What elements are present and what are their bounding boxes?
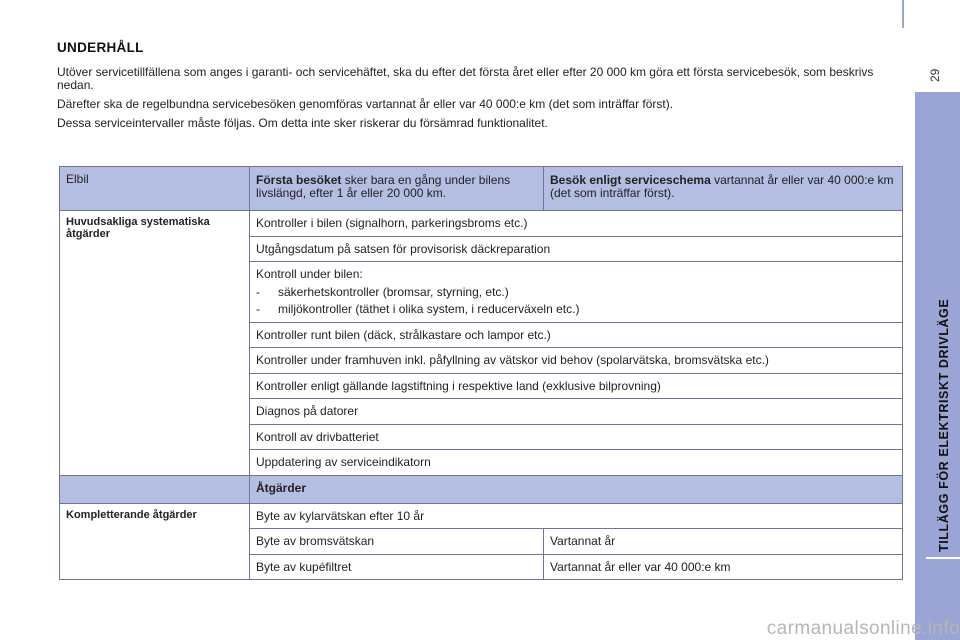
main-item-3-bullet-1 <box>256 286 896 299</box>
header-vehicle-type <box>60 167 250 211</box>
page-title: UNDERHÅLL <box>57 40 144 55</box>
main-item-2: Utgångsdatum på satsen för provisorisk däckreparation <box>250 236 903 262</box>
first-visit-text: sker bara en gång under bilens livslängd, efter 1 år eller 20 000 km. <box>256 173 511 200</box>
intro-paragraph-1: Utöver servicetillfällena som anges i garanti- och servicehäftet, ska du efter det första året eller efter 20 000 km göra ett första servicebesök, som beskrivs nedan. <box>57 65 874 92</box>
top-accent-line <box>902 0 904 28</box>
extra-item-3-interval: Vartannat år eller var 40 000:e km <box>544 554 903 580</box>
extra-item-2-action: Byte av bromsvätskan <box>250 529 544 555</box>
table-header-row <box>60 167 903 211</box>
main-item-7: Diagnos på datorer <box>250 399 903 425</box>
section-heading: Åtgärder <box>250 475 903 503</box>
extra-item-1: Byte av kylarvätskan efter 10 år <box>250 503 903 529</box>
main-item-9: Uppdatering av serviceindikatorn <box>250 450 903 476</box>
dash-marker: - <box>256 284 260 299</box>
main-item-3 <box>250 262 903 323</box>
intro-paragraph-3: Dessa serviceintervaller måste följas. Om detta inte sker riskerar du försämrad funktionalitet. <box>57 116 548 130</box>
intro-paragraph-2: Därefter ska de regelbundna servicebesöken genomföras vartannat år eller var 40 000:e km (det som inträffar först). <box>57 97 674 111</box>
maintenance-table <box>59 166 903 580</box>
section-header-empty <box>60 475 250 503</box>
dash-marker: - <box>256 302 260 316</box>
header-scheduled-visit <box>544 167 903 211</box>
main-item-5: Kontroller under framhuven inkl. påfyllning av vätskor vid behov (spolarvätska, bromsvätska etc.) <box>250 348 903 374</box>
table-row <box>60 211 903 237</box>
page-number: 29 <box>928 68 942 82</box>
extra-item-3-action: Byte av kupéfiltret <box>250 554 544 580</box>
section-header-row <box>60 475 903 503</box>
bullet-text: miljökontroller (täthet i olika system, i reducerväxeln etc.) <box>278 302 580 316</box>
extra-item-2-interval: Vartannat år <box>544 529 903 555</box>
scheduled-visit-bold: Besök enligt serviceschema <box>550 173 711 187</box>
header-vehicle-type-label: Elbil <box>66 172 89 186</box>
sidebar-divider <box>926 557 960 559</box>
main-item-6: Kontroller enligt gällande lagstiftning i respektive land (exklusive bilprovning) <box>250 373 903 399</box>
scheduled-visit-text: vartannat år eller var 40 000:e km (det som inträffar först). <box>550 173 894 200</box>
chapter-title: TILLÄGG FÖR ELEKTRISKT DRIVLÄGE <box>937 298 951 552</box>
main-actions-label: Huvudsakliga systematiska åtgärder <box>60 211 250 476</box>
intro-text <box>57 66 897 136</box>
table-row <box>60 503 903 529</box>
main-item-3-bullet-2 <box>256 303 896 316</box>
main-item-8: Kontroll av drivbatteriet <box>250 424 903 450</box>
main-item-4: Kontroller runt bilen (däck, strålkastare och lampor etc.) <box>250 322 903 348</box>
main-item-1: Kontroller i bilen (signalhorn, parkeringsbroms etc.) <box>250 211 903 237</box>
main-item-3-title: Kontroll under bilen: <box>256 267 363 281</box>
watermark: carmanualsonline.info <box>766 618 960 639</box>
bullet-text: säkerhetskontroller (bromsar, styrning, etc.) <box>278 284 509 299</box>
extra-actions-label: Kompletterande åtgärder <box>60 503 250 580</box>
first-visit-bold: Första besöket <box>256 173 342 187</box>
header-first-visit <box>250 167 544 211</box>
